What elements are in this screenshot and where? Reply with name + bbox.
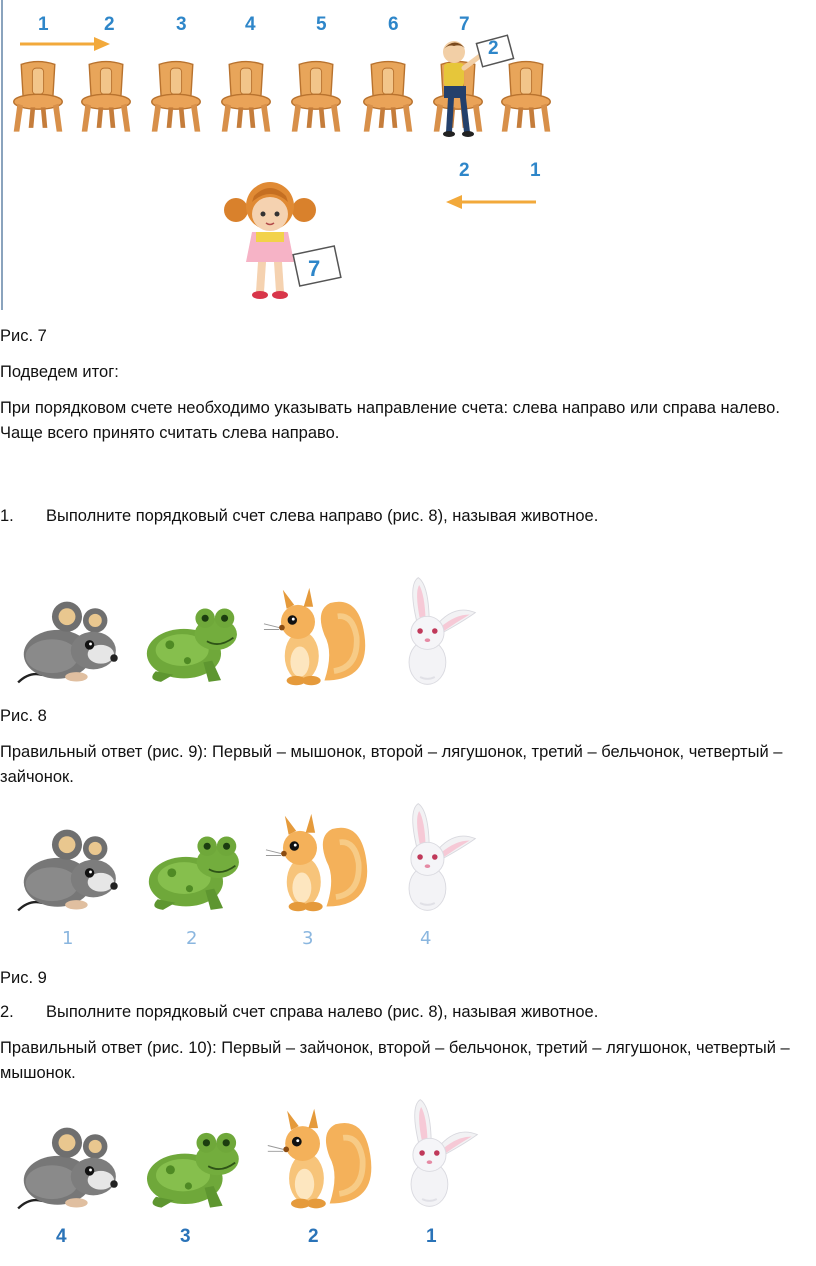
bottom-number-2: 2 (459, 160, 470, 181)
mouse-icon (10, 1122, 124, 1216)
chair-icon (78, 58, 134, 138)
figure-9-caption: Рис. 9 (0, 969, 47, 987)
top-number-7: 7 (459, 14, 470, 35)
top-number-6: 6 (388, 14, 399, 35)
chair-icon (148, 58, 204, 138)
top-number-1: 1 (38, 14, 49, 35)
margin-line (1, 0, 3, 310)
top-number-5: 5 (316, 14, 327, 35)
frog-icon (138, 1122, 246, 1214)
top-number-2: 2 (104, 14, 115, 35)
bottom-number-1: 1 (530, 160, 541, 181)
boy-card-number: 2 (488, 38, 499, 59)
figure-9-number-4: 4 (420, 928, 432, 949)
rabbit-icon (400, 1094, 492, 1212)
arrow-left-icon (446, 194, 538, 210)
figure-9-number-3: 3 (302, 928, 314, 949)
figure-10-number-2: 2 (308, 1226, 319, 1247)
frog-icon (140, 826, 246, 916)
task-2-number: 2. (0, 1003, 14, 1021)
chair-icon (498, 58, 554, 138)
rabbit-icon (398, 572, 490, 690)
figure-9-number-1: 1 (62, 928, 74, 949)
top-number-3: 3 (176, 14, 187, 35)
chair-icon (360, 58, 416, 138)
top-number-4: 4 (245, 14, 256, 35)
chair-icon (288, 58, 344, 138)
squirrel-icon (258, 586, 372, 690)
mouse-icon (10, 596, 124, 690)
frog-icon (138, 598, 244, 688)
girl-card-number: 7 (308, 256, 321, 281)
task-1-text: Выполните порядковый счет слева направо (рис. 8), называя животное. (46, 507, 599, 525)
figure-10-number-1: 1 (426, 1226, 437, 1247)
answer-1-text: Правильный ответ (рис. 9): Первый – мышонок, второй – лягушонок, третий – бельчонок, четвертый – зайчонок. (0, 743, 783, 786)
mouse-icon (10, 824, 124, 918)
figure-10-number-4: 4 (56, 1226, 67, 1247)
summary-text: При порядковом счете необходимо указывать направление счета: слева направо или справа налево. Чаще всего принято считать слева направо. (0, 399, 780, 442)
figure-10-number-3: 3 (180, 1226, 191, 1247)
arrow-right-icon (20, 36, 112, 52)
squirrel-icon (260, 812, 374, 916)
rabbit-icon (398, 798, 490, 916)
task-2-text: Выполните порядковый счет справа налево (рис. 8), называя животное. (46, 1003, 599, 1021)
chair-icon (218, 58, 274, 138)
answer-2-text: Правильный ответ (рис. 10): Первый – зайчонок, второй – бельчонок, третий – лягушонок, четвертый – мышонок. (0, 1039, 790, 1082)
figure-9-number-2: 2 (186, 928, 198, 949)
summary-heading: Подведем итог: (0, 363, 119, 381)
squirrel-icon (262, 1106, 378, 1214)
figure-7-caption: Рис. 7 (0, 327, 47, 345)
figure-8-caption: Рис. 8 (0, 707, 47, 725)
task-1-number: 1. (0, 507, 14, 525)
chair-icon (10, 58, 66, 138)
